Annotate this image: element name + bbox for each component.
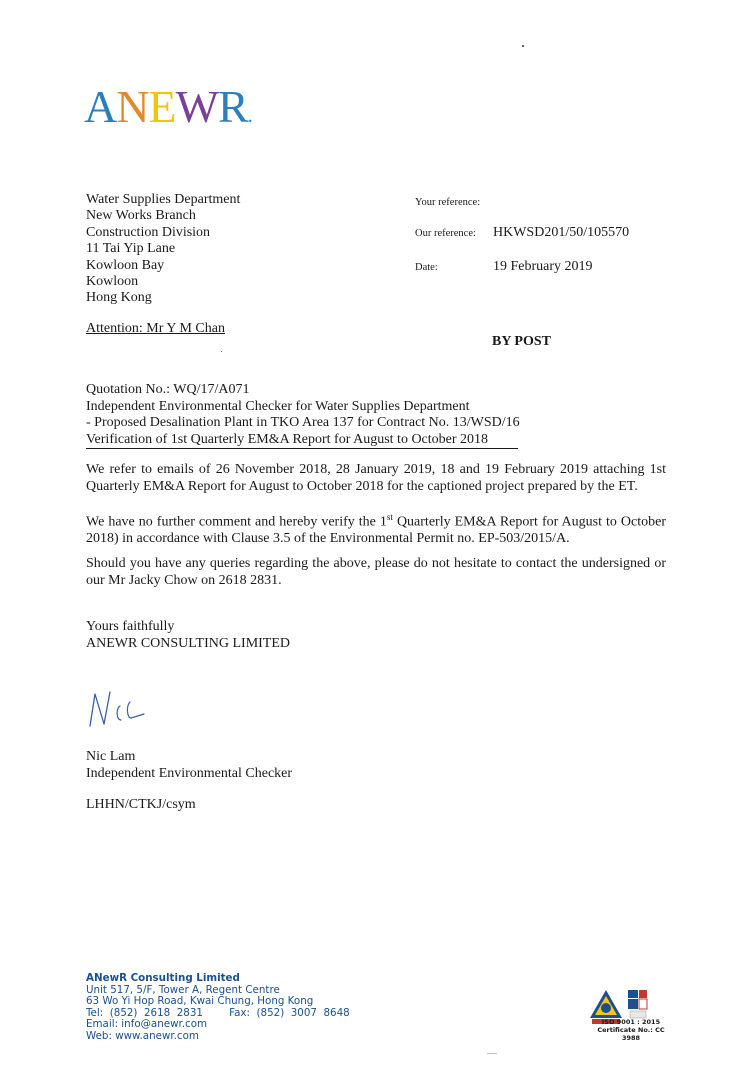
body-paragraph-1: We refer to emails of 26 November 2018, 28 January 2019, 18 and 19 February 2019 attaching 1st Quarterly EM&A Report for August to October 2018 for the captioned project prepared by the ET.	[86, 462, 666, 494]
our-reference-value: HKWSD201/50/105570	[493, 225, 630, 240]
address-line: Kowloon	[86, 274, 139, 290]
company-logo	[84, 81, 252, 132]
footer-address-line: Unit 517, 5/F, Tower A, Regent Centre	[86, 983, 280, 996]
iso-certification-text	[596, 1018, 666, 1042]
body-paragraph-3: Should you have any queries regarding the above, please do not hesitate to contact the undersigned or our Mr Jacky Chow on 2618 2831.	[86, 556, 666, 588]
subject-line: Independent Environmental Checker for Water Supplies Department	[86, 398, 470, 414]
logo-dot: .	[247, 105, 252, 127]
attention-line: Attention: Mr Y M Chan	[86, 321, 225, 336]
address-line: New Works Branch	[86, 208, 196, 224]
closing-company: ANEWR CONSULTING LIMITED	[86, 635, 291, 651]
footer-address-line: 63 Wo Yi Hop Road, Kwai Chung, Hong Kong	[86, 995, 314, 1008]
subject-line: - Proposed Desalination Plant in TKO Area 137 for Contract No. 13/WSD/16	[86, 415, 520, 430]
date-label: Date:	[415, 262, 438, 273]
closing-block	[86, 619, 290, 652]
subject-heading-underlined: Verification of 1st Quarterly EM&A Report for August to October 2018	[86, 432, 518, 450]
logo-letter-w: W	[175, 81, 218, 132]
scan-speck	[522, 45, 524, 47]
date-row	[415, 257, 593, 275]
hkqaa-logo-icon	[628, 990, 647, 1018]
signer-title: Independent Environmental Checker	[86, 765, 293, 781]
ordinal-suffix: st	[386, 512, 393, 522]
signer-name: Nic Lam	[86, 749, 136, 764]
your-reference-row	[415, 192, 493, 210]
letterhead-footer	[86, 973, 350, 1043]
logo-letter-r: R	[218, 81, 248, 132]
iso-standard: ISO 9001 : 2015	[601, 1018, 661, 1026]
footer-phone-fax: Tel: (852) 2618 2831 Fax: (852) 3007 8648	[86, 1006, 350, 1019]
scan-speck	[221, 351, 222, 352]
body-paragraph-2	[86, 509, 666, 548]
scan-speck	[487, 1053, 497, 1054]
our-reference-label: Our reference:	[415, 228, 476, 239]
footer-company-name: ANewR Consulting Limited	[86, 972, 240, 984]
signer-block	[86, 749, 292, 782]
recipient-address	[86, 192, 240, 307]
footer-email: Email: info@anewr.com	[86, 1018, 208, 1031]
logo-letter-a: A	[84, 81, 117, 132]
address-line: Kowloon Bay	[86, 257, 165, 273]
quotation-number: Quotation No.: WQ/17/A071	[86, 382, 250, 397]
handwritten-signature	[86, 686, 156, 730]
subject-block	[86, 382, 606, 449]
salutation: Yours faithfully	[86, 619, 175, 634]
footer-website: Web: www.anewr.com	[86, 1029, 199, 1042]
paragraph-text: We have no further comment and hereby verify the 1	[86, 514, 387, 530]
our-reference-row	[415, 223, 629, 241]
date-value: 19 February 2019	[493, 259, 593, 274]
paragraph-text: Quarterly EM&A Report for August to October 2018) in accordance with Clause 3.5 of the Environmental Permit no. EP-503/2015/A.	[86, 514, 666, 547]
address-line: 11 Tai Yip Lane	[86, 241, 176, 257]
certificate-number: Certificate No.: CC 3988	[597, 1026, 665, 1042]
your-reference-label: Your reference:	[415, 197, 481, 208]
delivery-method: BY POST	[492, 334, 551, 349]
address-line: Hong Kong	[86, 290, 152, 306]
address-line: Construction Division	[86, 224, 211, 240]
logo-letter-n: N	[116, 81, 149, 132]
address-line: Water Supplies Department	[86, 192, 241, 207]
reference-initials: LHHN/CTKJ/csym	[86, 797, 196, 812]
logo-letter-e: E	[148, 81, 176, 132]
